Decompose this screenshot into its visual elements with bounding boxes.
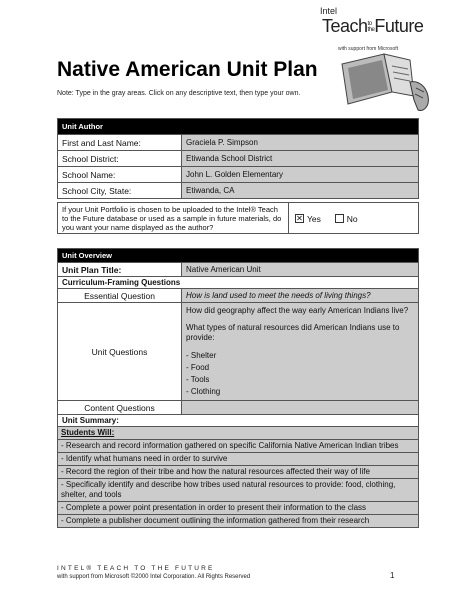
author-consent-table [57, 202, 419, 234]
summary-bullet[interactable]: - Complete a publisher document outlining the information gathered from their research [58, 515, 419, 528]
resources-list [186, 350, 414, 398]
table-row [58, 151, 419, 167]
school-name-label: School Name: [58, 167, 182, 183]
list-item: - Shelter [186, 351, 217, 360]
content-questions-field[interactable] [182, 401, 419, 415]
unit-overview-table [57, 248, 419, 528]
unit-question-2: What types of natural resources did American Indians use to provide: [186, 323, 400, 342]
school-name-field[interactable]: John L. Golden Elementary [182, 167, 419, 183]
intel-teach-logo [300, 6, 470, 118]
unit-questions-label: Unit Questions [58, 303, 182, 401]
page-title: Native American Unit Plan [57, 58, 318, 81]
footer-copyright: with support from Microsoft ©2000 Intel Corporation. All Rights Reserved [57, 574, 251, 580]
instruction-note: Note: Type in the gray areas. Click on any descriptive text, then type your own. [57, 90, 301, 97]
unit-author-table [57, 118, 419, 199]
consent-options [289, 203, 419, 234]
summary-bullet[interactable]: - Complete a power point presentation in order to present their information to the class [58, 502, 419, 515]
content-questions-label: Content Questions [58, 401, 182, 415]
essential-question-label: Essential Question [58, 289, 182, 303]
school-city-state-label: School City, State: [58, 183, 182, 199]
footer-brand: INTEL® TEACH TO THE FUTURE [57, 565, 215, 572]
school-district-field[interactable]: Etiwanda School District [182, 151, 419, 167]
table-row [58, 183, 419, 199]
logo-subline: with support from Microsoft [338, 46, 399, 52]
consent-question: If your Unit Portfolio is chosen to be uploaded to the Intel® Teach to the Future database or used as a sample in future materials, do you want your name displayed as the author? [58, 203, 289, 234]
summary-bullet[interactable]: - Record the region of their tribe and how the natural resources affected their way of life [58, 466, 419, 479]
list-item: - Tools [186, 375, 210, 384]
table-row [58, 167, 419, 183]
curriculum-framing-header: Curriculum-Framing Questions [58, 277, 419, 289]
list-item: - Clothing [186, 387, 221, 396]
unit-questions-field[interactable] [182, 303, 419, 401]
unit-question-1: How did geography affect the way early American Indians live? [186, 306, 409, 315]
book-hand-illustration-icon [336, 52, 436, 114]
table-row [58, 135, 419, 151]
unit-plan-title-label: Unit Plan Title: [58, 263, 182, 277]
unit-summary-label: Unit Summary: [58, 415, 419, 427]
summary-bullet[interactable]: - Research and record information gathered on specific California Native American Indian tribes [58, 440, 419, 453]
school-district-label: School District: [58, 151, 182, 167]
unit-plan-title-field[interactable]: Native American Unit [182, 263, 419, 277]
logo-intel-text: Intel [320, 6, 338, 16]
summary-bullet[interactable]: - Identify what humans need in order to survive [58, 453, 419, 466]
students-will-heading: Students Will: [58, 427, 419, 440]
summary-bullet[interactable]: - Specifically identify and describe how tribes used natural resources to provide: food, clothing, shelter, and tools [58, 479, 419, 502]
logo-teach-text: Teachto theFuture [322, 16, 424, 36]
no-label: No [346, 213, 358, 224]
unit-overview-header: Unit Overview [58, 249, 419, 263]
first-last-name-label: First and Last Name: [58, 135, 182, 151]
list-item: - Food [186, 363, 210, 372]
school-city-state-field[interactable]: Etiwanda, CA [182, 183, 419, 199]
yes-label: Yes [307, 213, 321, 224]
yes-checkbox[interactable]: ✕ [296, 213, 303, 223]
essential-question-field[interactable]: How is land used to meet the needs of living things? [182, 289, 419, 303]
page-number: 1 [390, 571, 395, 580]
first-last-name-field[interactable]: Graciela P. Simpson [182, 135, 419, 151]
unit-author-header: Unit Author [58, 119, 419, 135]
no-checkbox[interactable] [335, 214, 344, 223]
